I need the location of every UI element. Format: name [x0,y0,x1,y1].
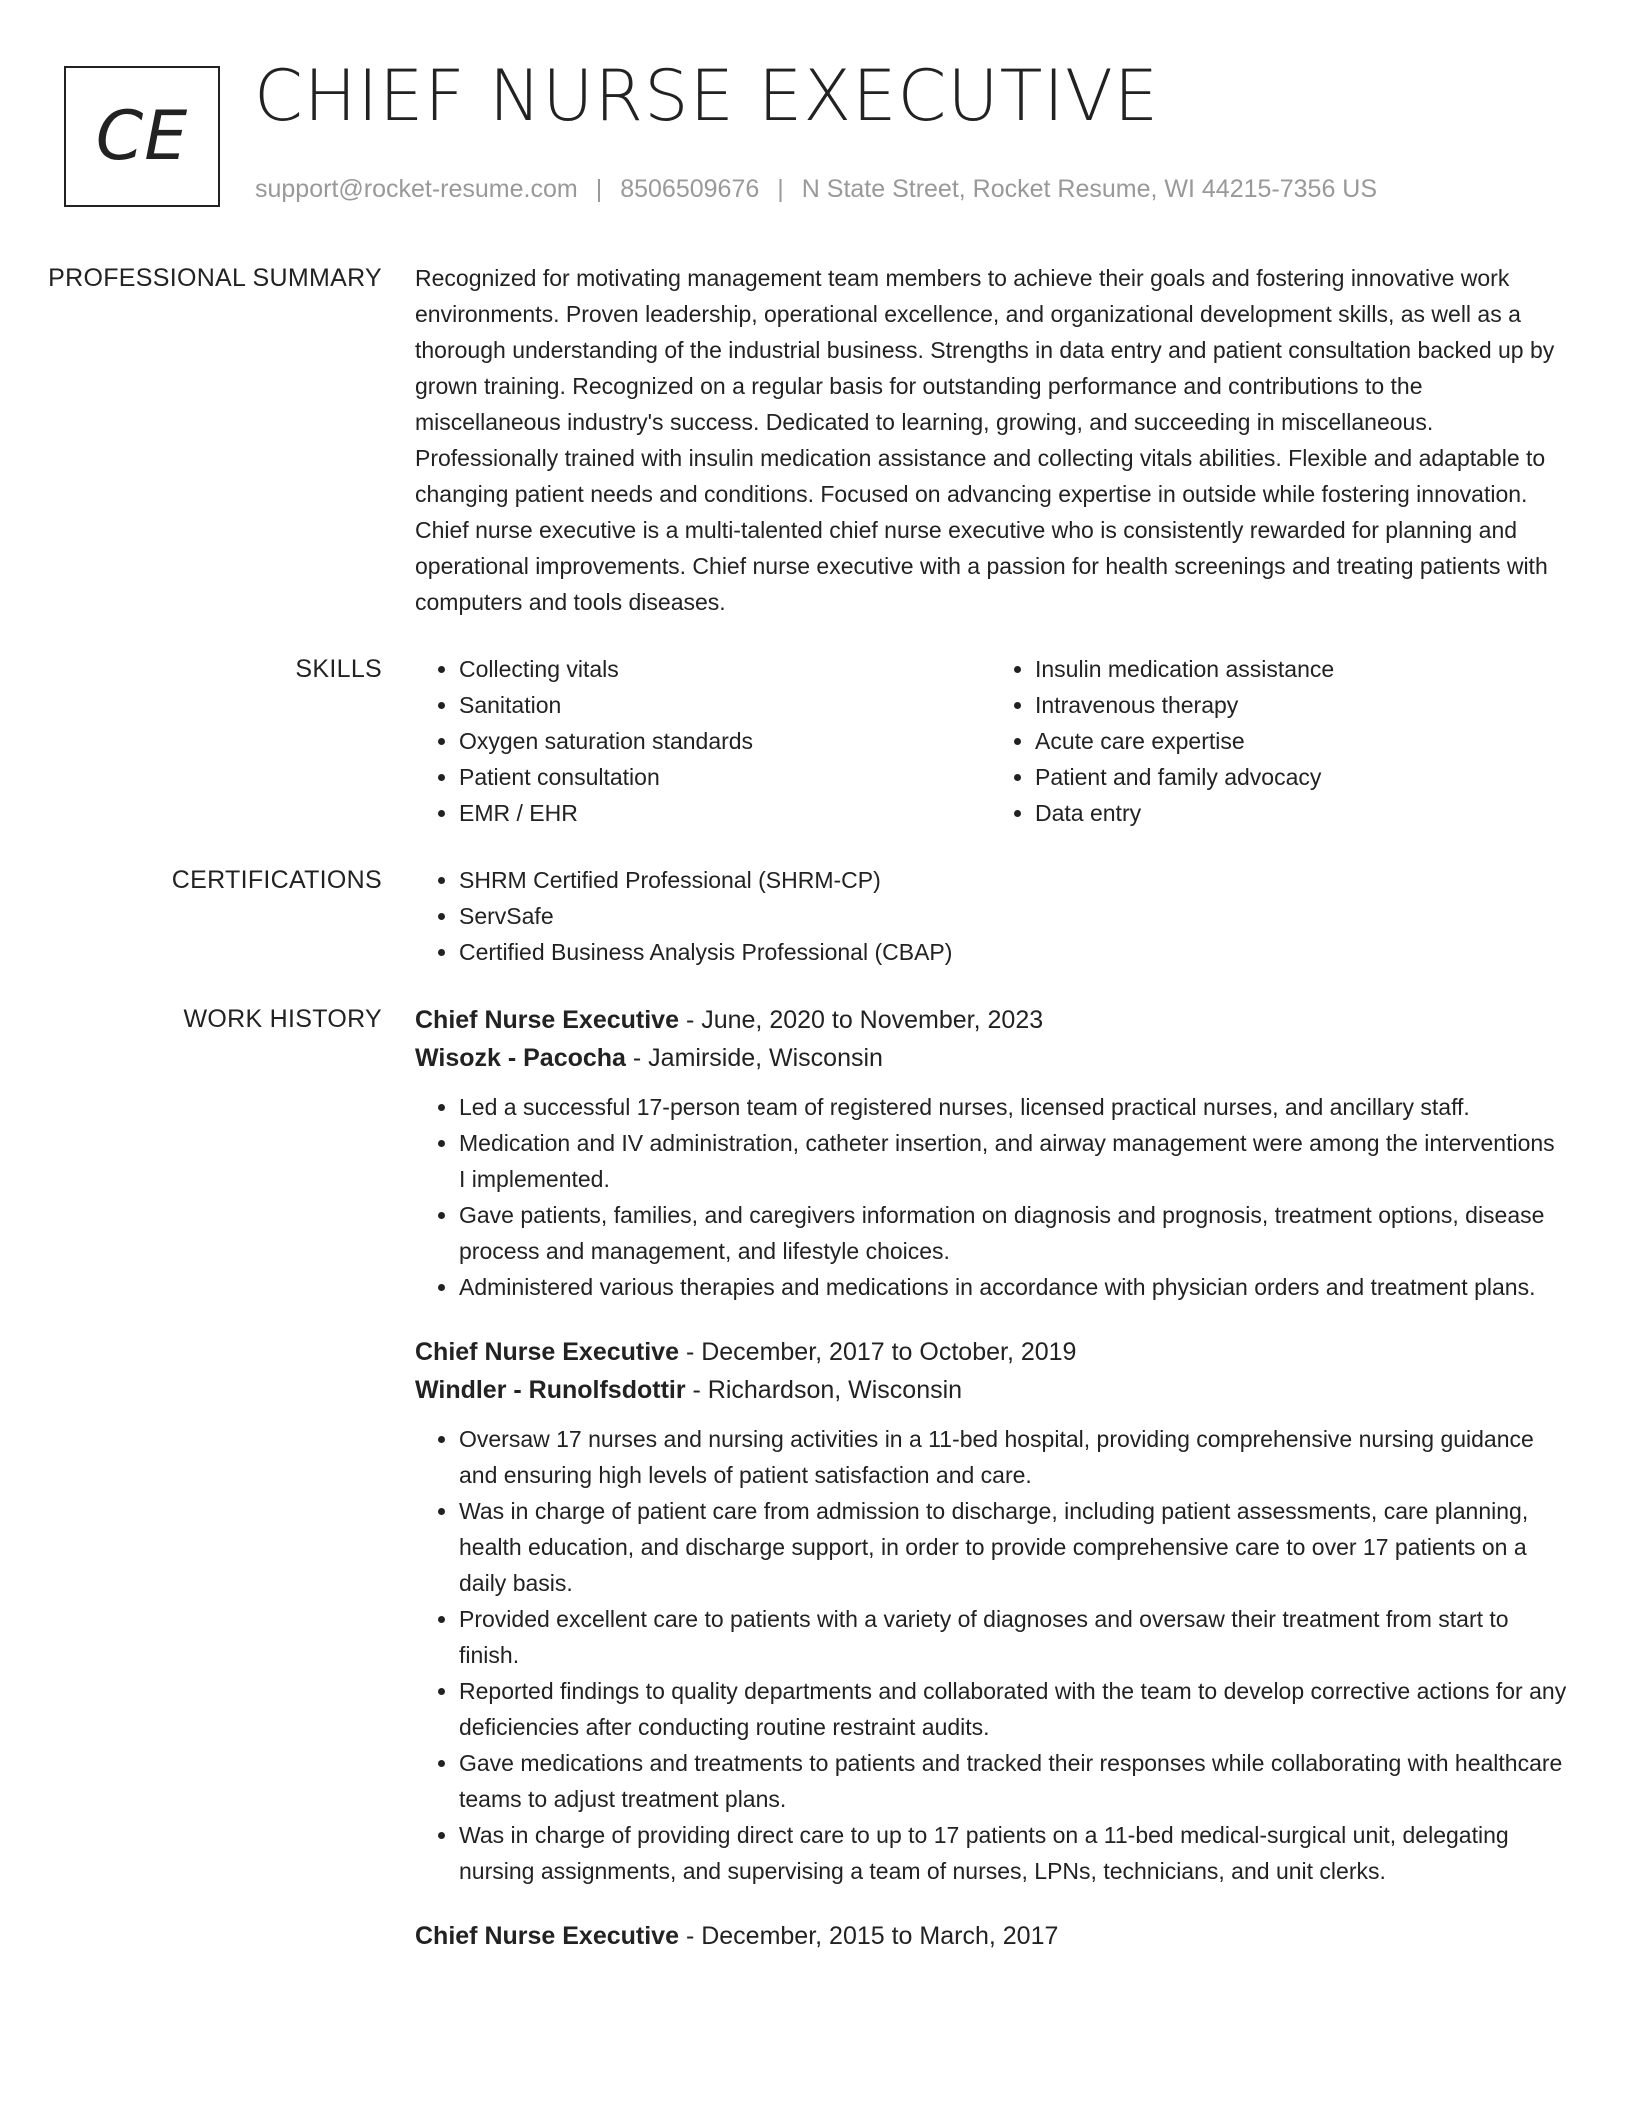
job-bullets [415,1421,1567,1889]
skills-list-left [415,651,991,831]
job-title: Chief Nurse Executive [415,1922,679,1950]
job-company-line [415,1371,1567,1409]
job-entry [415,1333,1567,1889]
monogram-initials: CE [95,97,189,176]
job-bullet: • Gave medications and treatments to patients and tracked their responses while collaborating with healthcare teams to adjust treatment plans. [459,1745,1567,1817]
job-company: Windler - Runolfsdottir [415,1376,686,1404]
resume-name-title: CHIEF NURSE EXECUTIVE [254,55,1160,137]
summary-body [415,260,1567,620]
job-bullets [415,1089,1567,1305]
section-label-work-history: WORK HISTORY [183,1005,382,1033]
job-title-line [415,1001,1567,1039]
certification-item: • ServSafe [459,898,1567,934]
skill-item: • Data entry [1035,795,1567,831]
job-bullet: • Was in charge of patient care from admission to discharge, including patient assessments, care planning, health education, and discharge support, in order to provide comprehensive care to over 17 patients on a daily basis. [459,1493,1567,1601]
section-label-summary: PROFESSIONAL SUMMARY [48,264,382,292]
job-bullet: • Reported findings to quality departments and collaborated with the team to develop corrective actions for any deficiencies after conducting routine restraint audits. [459,1673,1567,1745]
contact-email: support@rocket-resume.com [255,175,578,203]
job-location: - Jamirside, Wisconsin [625,1044,883,1072]
summary-text: Recognized for motivating management team members to achieve their goals and fostering innovative work environments. Proven leadership, operational excellence, and organizational development skills, as well as a thorough understanding of the industrial business. Strengths in data entry and patient consultation backed up by grown training. Recognized on a regular basis for outstanding performance and contributions to the miscellaneous industry's success. Dedicated to learning, growing, and succeeding in miscellaneous. Professionally trained with insulin medication assistance and collecting vitals abilities. Flexible and adaptable to changing patient needs and conditions. Focused on advancing expertise in outside while fostering innovation. Chief nurse executive is a multi-talented chief nurse executive who is consistently rewarded for planning and operational improvements. Chief nurse executive with a passion for health screenings and treating patients with computers and tools diseases. [415,265,1555,615]
contact-separator: | [595,175,603,203]
contact-line [255,175,1377,204]
contact-phone: 8506509676 [620,175,760,203]
job-company: Wisozk - Pacocha [415,1044,626,1072]
skill-item: • Patient and family advocacy [1035,759,1567,795]
work-history-body [415,1001,1567,1983]
job-bullet: • Led a successful 17-person team of registered nurses, licensed practical nurses, and ancillary staff. [459,1089,1567,1125]
job-bullet: • Provided excellent care to patients with a variety of diagnoses and oversaw their treatment from start to finish. [459,1601,1567,1673]
job-entry [415,1001,1567,1305]
contact-separator: | [777,175,784,203]
monogram-box [64,66,220,207]
job-company-line [415,1039,1567,1077]
job-dates: - December, 2015 to March, 2017 [679,1922,1059,1950]
work-history-section [0,1001,1632,1983]
skill-item: • Patient consultation [459,759,991,795]
skill-item: • Collecting vitals [459,651,991,687]
resume-sections [0,260,1632,1983]
skill-item: • Intravenous therapy [1035,687,1567,723]
job-bullet: • Oversaw 17 nurses and nursing activities in a 11-bed hospital, providing comprehensive nursing guidance and ensuring high levels of patient satisfaction and care. [459,1421,1567,1493]
job-bullet: • Gave patients, families, and caregivers information on diagnosis and prognosis, treatment options, disease process and management, and lifestyle choices. [459,1197,1567,1269]
section-label-certifications: CERTIFICATIONS [171,866,382,894]
certifications-body [415,862,1567,970]
job-dates: - December, 2017 to October, 2019 [679,1338,1077,1366]
skills-columns [415,651,1567,831]
job-title-line [415,1333,1567,1371]
contact-address: N State Street, Rocket Resume, WI 44215-7356 US [801,175,1378,203]
skill-item: • Oxygen saturation standards [459,723,991,759]
job-title-line [415,1917,1567,1955]
skill-item: • Sanitation [459,687,991,723]
section-label-skills: SKILLS [295,655,382,683]
job-title: Chief Nurse Executive [415,1006,679,1034]
job-bullet: • Medication and IV administration, catheter insertion, and airway management were among the interventions I implemented. [459,1125,1567,1197]
skill-item: • Insulin medication assistance [1035,651,1567,687]
skill-item: • EMR / EHR [459,795,991,831]
job-entry [415,1917,1567,1955]
job-location: - Richardson, Wisconsin [685,1376,963,1404]
job-bullet: • Administered various therapies and medications in accordance with physician orders and treatment plans. [459,1269,1567,1305]
summary-section [0,260,1632,620]
job-title: Chief Nurse Executive [415,1338,679,1366]
certifications-list [415,862,1567,970]
skills-list-right [991,651,1567,831]
job-bullet: • Was in charge of providing direct care to up to 17 patients on a 11-bed medical-surgical unit, delegating nursing assignments, and supervising a team of nurses, LPNs, technicians, and unit clerks. [459,1817,1567,1889]
certification-item: • Certified Business Analysis Professional (CBAP) [459,934,1567,970]
skill-item: • Acute care expertise [1035,723,1567,759]
certification-item: • SHRM Certified Professional (SHRM-CP) [459,862,1567,898]
job-dates: - June, 2020 to November, 2023 [679,1006,1044,1034]
skills-section [0,651,1632,831]
certifications-section [0,862,1632,970]
